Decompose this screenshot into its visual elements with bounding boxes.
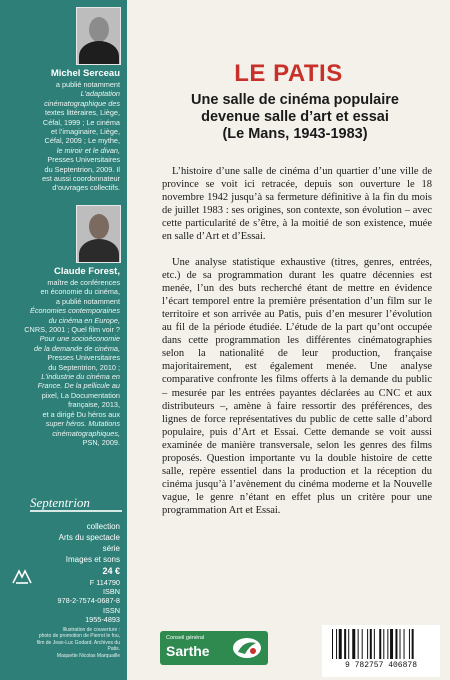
- bio-line: cinématographiques,: [52, 428, 120, 438]
- book-title: LE PATIS: [234, 60, 343, 87]
- barcode-bar: [362, 629, 363, 659]
- author-bio: [4, 278, 120, 447]
- bio-line: textes littéraires, Liège,: [44, 108, 120, 118]
- author-block-2: [4, 266, 120, 447]
- sponsor-line: Conseil général: [166, 635, 205, 641]
- bio-line: de la demande de cinéma,: [34, 343, 120, 353]
- barcode-bar: [370, 629, 372, 659]
- collection-line: série: [102, 544, 120, 553]
- barcode-bar: [348, 629, 349, 659]
- bio-line: CNRS, 2001 ; Quel film voir ?: [24, 325, 120, 335]
- barcode-number: 9 782757 406878: [344, 661, 417, 670]
- bio-line: Pour une socioéconomie: [39, 334, 120, 344]
- barcode-bar: [336, 629, 337, 659]
- back-cover-blurb: [162, 165, 432, 529]
- bio-line: maître de conférences: [47, 278, 120, 287]
- credit-line: photo de promotion de Pierrot le fou,: [38, 633, 120, 640]
- bio-line: super héros. Mutations: [45, 419, 120, 429]
- barcode-bar: [390, 629, 393, 659]
- publisher-logo-underline: [30, 510, 122, 512]
- bio-line: a publié notamment: [55, 296, 120, 306]
- barcode-bar: [332, 629, 333, 659]
- subtitle-line: Une salle de cinéma populaire: [191, 92, 399, 108]
- code-line: 1955-4893: [85, 614, 120, 624]
- bio-line: d’ouvrages collectifs.: [52, 183, 120, 193]
- bio-line: France. De la pellicule au: [37, 381, 120, 391]
- barcode-bars: [332, 629, 432, 659]
- barcode-bar: [400, 629, 401, 659]
- author-name: Claude Forest,: [54, 266, 120, 277]
- barcode-bar: [344, 629, 346, 659]
- bio-line: en économie du cinéma,: [40, 287, 120, 297]
- cover-credits: [24, 627, 120, 659]
- subtitle-line: (Le Mans, 1943-1983): [222, 126, 368, 142]
- bio-line: le miroir et le divan,: [56, 145, 120, 155]
- bio-line: du Septentrion, 2010 ;: [48, 362, 120, 372]
- author-name: Michel Serceau: [50, 68, 120, 79]
- barcode: [322, 625, 440, 677]
- barcode-bar: [409, 629, 410, 659]
- subtitle-line: devenue salle d’art et essai: [201, 109, 389, 125]
- barcode-bar: [395, 629, 397, 659]
- collection-line: Images et sons: [65, 555, 120, 564]
- barcode-bar: [383, 629, 384, 659]
- barcode-bar: [387, 629, 388, 659]
- bio-line: Presses Universitaires: [47, 155, 120, 165]
- portrait-head: [89, 17, 109, 42]
- bio-line: Presses Universitaires: [47, 353, 120, 363]
- bio-line: PSN, 2009.: [82, 437, 120, 447]
- code-line: ISSN: [102, 605, 120, 615]
- credit-line: Maquette Nicolas Marquaille: [56, 652, 120, 659]
- barcode-bar: [379, 629, 381, 659]
- barcode-bar: [374, 629, 375, 659]
- sponsor-name: Sarthe: [166, 643, 210, 659]
- bio-line: L’adaptation: [80, 89, 120, 99]
- portrait-head: [89, 214, 109, 239]
- barcode-bar: [367, 629, 368, 659]
- barcode-bar: [412, 629, 414, 659]
- author-sidebar: [0, 0, 127, 680]
- recycle-icon: [12, 568, 32, 584]
- barcode-bar: [404, 629, 405, 659]
- sponsor-logo: [160, 631, 268, 665]
- code-line: 978-2-7574-0687-8: [57, 596, 120, 606]
- bio-line: du cinéma en Europe,: [48, 315, 120, 325]
- bio-line: Céfal, 1999 ; Le cinéma: [42, 117, 120, 127]
- bio-line: cinématographique des: [44, 98, 120, 108]
- credit-line: film de Jean-Luc Godard. Archives du Patis.: [36, 639, 120, 653]
- code-line: F 114790: [89, 578, 120, 587]
- bio-line: française, 2013,: [68, 400, 120, 410]
- credit-line: Illustration de couverture :: [62, 627, 120, 633]
- book-subtitle: [150, 92, 440, 143]
- code-line: ISBN: [102, 587, 120, 597]
- bio-line: et l’imaginaire, Liège,: [51, 127, 120, 137]
- bio-line: est aussi coordonnateur: [42, 174, 120, 184]
- bio-line: Économies contemporaines: [29, 306, 120, 316]
- bio-line: du Septentrion, 2009. Il: [44, 164, 120, 174]
- bio-line: pixel, La Documentation: [41, 390, 120, 400]
- collection-info: [59, 521, 120, 565]
- portrait-shoulders: [79, 239, 119, 263]
- author-block-1: [8, 68, 120, 193]
- bio-line: et a dirigé Du héros aux: [42, 409, 120, 419]
- collection-line: Arts du spectacle: [58, 533, 120, 542]
- isbn-codes: [58, 578, 120, 624]
- blurb-paragraph: L’histoire d’une salle de cinéma d’un quartier d’une ville de province se voit ici retracée, depuis son ouverture le 18 novembre 1942 jusqu’à sa fermeture définitive à la fin du mois de juillet 1983 : ses origines, son contexte, son évolution – avec cette particularité de s’être, à la moitié de son existence, muée en salle d’Art et d’Essai.: [162, 166, 432, 243]
- barcode-bar: [339, 629, 342, 659]
- author-bio: [8, 80, 120, 193]
- collection-line: collection: [86, 522, 120, 531]
- blurb-paragraph: Une analyse statistique exhaustive (titres, genres, entrées, etc.) de sa programmation durant les quatre décennies est menée, l’un des buts recherché étant de mettre en évidence l’écart temporel entre la première présentation d’un film sur le territoire et son arrivée au Patis, puis d’en mesurer l’évolution au fil de la période étudiée. L’étude de la part qu’ont occupée dans cette programmation les différentes cinématographies selon la nationalité de leur production, française majoritairement, est également menée. Une analyse comparative confronte les films offerts à la demande du public – mesurée par les entrées payantes déclarées au CNC et aux distributeurs –, amène à faire ressortir des préférences, des lignes de force représentatives du public de cette salle d’abord populaire, puis d’Art et Essai. Cette demande se voit aussi examinée de manière transversale, selon les genres des films proposés. Question importante vu la double histoire de cette salle, repère essentiel dans la production et la réception du cinéma jusqu’à l’avènement du cinéma moderne et la Nouvelle vague, le genre n’étant en effet plus un critère pour une programmation Art et Essai.: [162, 256, 432, 517]
- publisher-logo: Septentrion: [30, 495, 90, 510]
- price: 24 €: [102, 566, 120, 576]
- portrait-shoulders: [79, 41, 119, 65]
- barcode-bar: [352, 629, 355, 659]
- sponsor-emblem-icon: [232, 637, 262, 659]
- author-photo-claude-forest: [76, 205, 121, 263]
- bio-line: L’industrie du cinéma en: [41, 372, 120, 382]
- author-photo-michel-serceau: [76, 7, 121, 65]
- barcode-bar: [358, 629, 359, 659]
- bio-line: Céfal, 2009 ; Le mythe,: [44, 136, 120, 146]
- bio-line: a publié notamment: [55, 80, 120, 89]
